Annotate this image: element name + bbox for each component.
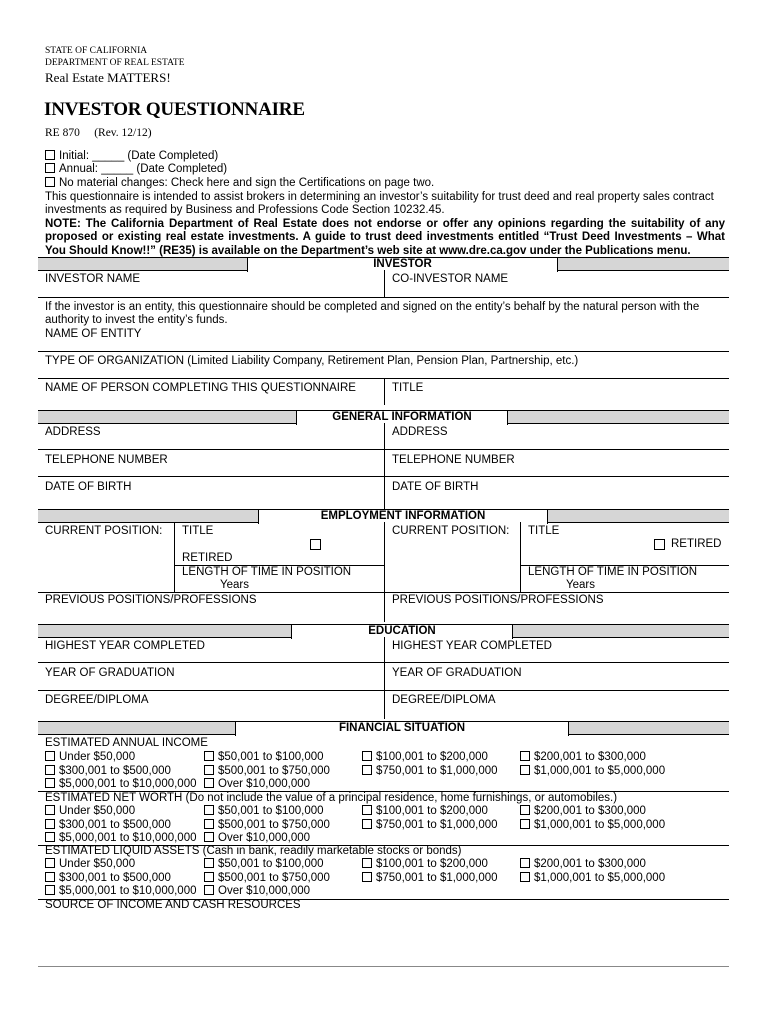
co-telephone-label: TELEPHONE NUMBER (392, 454, 515, 466)
income-checkbox[interactable] (45, 751, 55, 761)
income-option-label: $1,000,001 to $5,000,000 (534, 764, 666, 777)
income-option-label: $50,001 to $100,000 (218, 751, 324, 763)
co-highest-year-label: HIGHEST YEAR COMPLETED (392, 640, 552, 652)
position-title-label: TITLE (182, 525, 214, 537)
net-worth-option[interactable] (362, 805, 488, 818)
net-worth-option-label: Under $50,000 (59, 805, 136, 817)
co-position-title-label: TITLE (528, 525, 560, 537)
co-investor-name-label: CO-INVESTOR NAME (392, 273, 509, 285)
net-worth-option[interactable] (204, 819, 330, 832)
purpose-text: This questionnaire is intended to assist brokers in determining an investor’s suitability for trust deed and real property sales contract investments as required by Business and Professions Code Section 10232.45. (45, 191, 714, 217)
liquid-assets-option[interactable] (204, 858, 324, 871)
liquid-assets-option[interactable] (45, 872, 171, 885)
person-completing-label: NAME OF PERSON COMPLETING THIS QUESTIONNAIRE (45, 382, 356, 394)
address-label: ADDRESS (45, 426, 101, 438)
annual-checkbox[interactable] (45, 163, 55, 173)
income-option[interactable] (204, 765, 330, 778)
income-checkbox[interactable] (362, 765, 372, 775)
status-annual-label: Annual: _____ (Date Completed) (59, 163, 228, 175)
liquid-assets-option[interactable] (362, 872, 498, 885)
net-worth-checkbox[interactable] (520, 805, 530, 815)
divider (384, 637, 385, 719)
divider (38, 476, 729, 477)
net-worth-checkbox[interactable] (204, 819, 214, 829)
education-heading: EDUCATION (291, 625, 513, 639)
income-checkbox[interactable] (362, 751, 372, 761)
net-worth-option-label: $750,001 to $1,000,000 (376, 818, 498, 831)
liquid-assets-option[interactable] (204, 885, 310, 898)
intro-text (45, 191, 725, 258)
retired-label: RETIRED (182, 552, 233, 564)
net-worth-option[interactable] (45, 832, 197, 845)
liquid-assets-checkbox[interactable] (520, 872, 530, 882)
title-label: TITLE (392, 382, 424, 394)
income-option-label: $750,001 to $1,000,000 (376, 764, 498, 777)
financial-band (38, 721, 729, 735)
type-of-organization-label: TYPE OF ORGANIZATION (Limited Liability Company, Retirement Plan, Pension Plan, Partnership, etc.) (45, 355, 579, 367)
liquid-assets-option-label: $1,000,001 to $5,000,000 (534, 871, 666, 884)
liquid-assets-checkbox[interactable] (45, 885, 55, 895)
net-worth-checkbox[interactable] (362, 819, 372, 829)
investor-band (38, 257, 729, 271)
divider (38, 297, 729, 298)
income-option-label: $5,000,001 to $10,000,000 (59, 778, 197, 790)
co-dob-label: DATE OF BIRTH (392, 481, 479, 493)
income-checkbox[interactable] (204, 751, 214, 761)
agency-header (45, 45, 185, 87)
income-option[interactable] (45, 751, 135, 764)
co-degree-label: DEGREE/DIPLOMA (392, 694, 496, 706)
liquid-assets-option-label: $500,001 to $750,000 (218, 871, 330, 884)
net-worth-option-label: $5,000,001 to $10,000,000 (59, 832, 197, 844)
annual-income-label: ESTIMATED ANNUAL INCOME (45, 737, 208, 749)
liquid-assets-option[interactable] (362, 858, 488, 871)
net-worth-option-label: $300,001 to $500,000 (59, 818, 171, 831)
financial-heading: FINANCIAL SITUATION (235, 722, 569, 736)
divider (38, 449, 729, 450)
divider (38, 690, 729, 691)
income-checkbox[interactable] (204, 778, 214, 788)
liquid-assets-checkbox[interactable] (204, 872, 214, 882)
net-worth-label: ESTIMATED NET WORTH (Do not include the value of a principal residence, home furnishings, or automobiles.) (45, 792, 618, 804)
entity-note: If the investor is an entity, this questionnaire should be completed and signed on the entity’s behalf by the natural person with the authority to invest the entity’s funds. (45, 301, 700, 327)
income-option-label: $100,001 to $200,000 (376, 751, 488, 763)
no-change-checkbox[interactable] (45, 177, 55, 187)
income-option-label: $500,001 to $750,000 (218, 764, 330, 777)
status-annual[interactable] (45, 163, 227, 176)
net-worth-option[interactable] (45, 819, 171, 832)
liquid-assets-checkbox[interactable] (45, 858, 55, 868)
liquid-assets-option[interactable] (204, 872, 330, 885)
net-worth-checkbox[interactable] (362, 805, 372, 815)
income-option[interactable] (45, 778, 197, 791)
liquid-assets-option[interactable] (45, 885, 197, 898)
co-current-position-label: CURRENT POSITION: (392, 525, 510, 537)
income-option[interactable] (204, 778, 310, 791)
income-option[interactable] (362, 765, 498, 778)
liquid-assets-checkbox[interactable] (362, 858, 372, 868)
highest-year-label: HIGHEST YEAR COMPLETED (45, 640, 205, 652)
liquid-assets-checkbox[interactable] (204, 885, 214, 895)
agency-motto: Real Estate MATTERS! (45, 70, 171, 85)
liquid-assets-checkbox[interactable] (520, 858, 530, 868)
income-checkbox[interactable] (45, 778, 55, 788)
form-number: RE 870 (Rev. 12/12) (45, 127, 152, 139)
net-worth-checkbox[interactable] (204, 805, 214, 815)
net-worth-option[interactable] (204, 805, 324, 818)
retired-checkbox[interactable] (310, 539, 321, 550)
income-checkbox[interactable] (45, 765, 55, 775)
net-worth-option-label: $1,000,001 to $5,000,000 (534, 818, 666, 831)
divider (520, 522, 521, 593)
degree-label: DEGREE/DIPLOMA (45, 694, 149, 706)
liquid-assets-option[interactable] (45, 858, 135, 871)
divider (384, 270, 385, 298)
liquid-assets-option-label: Under $50,000 (59, 858, 136, 870)
telephone-label: TELEPHONE NUMBER (45, 454, 168, 466)
co-previous-positions-label: PREVIOUS POSITIONS/PROFESSIONS (392, 594, 604, 606)
general-heading: GENERAL INFORMATION (296, 411, 508, 425)
co-length-in-position-label: LENGTH OF TIME IN POSITION (528, 566, 698, 578)
current-position-label: CURRENT POSITION: (45, 525, 163, 537)
net-worth-option-label: $100,001 to $200,000 (376, 805, 488, 817)
liquid-assets-option-label: Over $10,000,000 (218, 885, 311, 897)
net-worth-option[interactable] (204, 832, 310, 845)
investor-heading: INVESTOR (247, 258, 558, 272)
source-of-income-label: SOURCE OF INCOME AND CASH RESOURCES (45, 899, 301, 911)
liquid-assets-option-label: $300,001 to $500,000 (59, 871, 171, 884)
income-checkbox[interactable] (520, 765, 530, 775)
net-worth-option-label: $200,001 to $300,000 (534, 805, 646, 817)
divider (38, 662, 729, 663)
liquid-assets-checkbox[interactable] (362, 872, 372, 882)
co-address-label: ADDRESS (392, 426, 448, 438)
divider (174, 522, 175, 593)
income-option-label: Under $50,000 (59, 751, 136, 763)
income-option-label: $200,001 to $300,000 (534, 751, 646, 763)
liquid-assets-option-label: $5,000,001 to $10,000,000 (59, 885, 197, 897)
co-retired-checkbox[interactable] (654, 539, 665, 550)
initial-checkbox[interactable] (45, 150, 55, 160)
state-name: STATE OF CALIFORNIA (45, 46, 148, 56)
years-label: Years (220, 579, 249, 591)
general-band (38, 410, 729, 424)
liquid-assets-option-label: $750,001 to $1,000,000 (376, 871, 498, 884)
note-text: NOTE: The California Department of Real Estate does not endorse or offer any opinions regarding the suitability of any proposed or existing real estate investments. A guide to trust deed investments entitled “Trust Deed Investments – What You Should Know!!” (RE35) is available on the Department’s web site at www.dre.ca.gov under the Publications menu. (45, 217, 725, 257)
net-worth-option[interactable] (520, 805, 646, 818)
liquid-assets-option-label: $50,001 to $100,000 (218, 858, 324, 870)
co-retired-label: RETIRED (671, 538, 722, 550)
employment-band (38, 509, 729, 523)
net-worth-checkbox[interactable] (45, 805, 55, 815)
status-no-change[interactable] (45, 177, 434, 190)
net-worth-option[interactable] (520, 819, 665, 832)
page-title: INVESTOR QUESTIONNAIRE (44, 99, 305, 120)
graduation-year-label: YEAR OF GRADUATION (45, 667, 175, 679)
liquid-assets-checkbox[interactable] (204, 858, 214, 868)
income-option[interactable] (204, 751, 324, 764)
net-worth-checkbox[interactable] (204, 832, 214, 842)
education-band (38, 624, 729, 638)
previous-positions-label: PREVIOUS POSITIONS/PROFESSIONS (45, 594, 257, 606)
employment-heading: EMPLOYMENT INFORMATION (258, 510, 548, 524)
net-worth-checkbox[interactable] (45, 819, 55, 829)
liquid-assets-option-label: $200,001 to $300,000 (534, 858, 646, 870)
income-option[interactable] (520, 751, 646, 764)
co-graduation-year-label: YEAR OF GRADUATION (392, 667, 522, 679)
income-checkbox[interactable] (204, 765, 214, 775)
income-option-label: $300,001 to $500,000 (59, 764, 171, 777)
income-option[interactable] (362, 751, 488, 764)
divider (38, 592, 729, 593)
length-in-position-label: LENGTH OF TIME IN POSITION (182, 566, 352, 578)
status-initial[interactable] (45, 150, 218, 163)
net-worth-option[interactable] (45, 805, 135, 818)
income-option[interactable] (520, 765, 665, 778)
net-worth-checkbox[interactable] (520, 819, 530, 829)
liquid-assets-label: ESTIMATED LIQUID ASSETS (Cash in bank, readily marketable stocks or bonds) (45, 845, 462, 857)
status-no-change-label: No material changes: Check here and sign the Certifications on page two. (59, 177, 435, 189)
divider (384, 423, 385, 509)
investor-name-label: INVESTOR NAME (45, 273, 140, 285)
status-initial-label: Initial: _____ (Date Completed) (59, 150, 219, 162)
page-bottom-rule (38, 966, 729, 967)
net-worth-option-label: $50,001 to $100,000 (218, 805, 324, 817)
net-worth-option[interactable] (362, 819, 498, 832)
liquid-assets-option-label: $100,001 to $200,000 (376, 858, 488, 870)
income-checkbox[interactable] (520, 751, 530, 761)
net-worth-option-label: $500,001 to $750,000 (218, 818, 330, 831)
department-name: DEPARTMENT OF REAL ESTATE (45, 58, 185, 68)
liquid-assets-checkbox[interactable] (45, 872, 55, 882)
net-worth-checkbox[interactable] (45, 832, 55, 842)
name-of-entity-label: NAME OF ENTITY (45, 328, 142, 340)
divider (38, 351, 729, 352)
divider (384, 522, 385, 622)
liquid-assets-option[interactable] (520, 872, 665, 885)
income-option[interactable] (45, 765, 171, 778)
income-option-label: Over $10,000,000 (218, 778, 311, 790)
co-years-label: Years (566, 579, 595, 591)
liquid-assets-option[interactable] (520, 858, 646, 871)
dob-label: DATE OF BIRTH (45, 481, 132, 493)
divider (384, 379, 385, 405)
net-worth-option-label: Over $10,000,000 (218, 832, 311, 844)
